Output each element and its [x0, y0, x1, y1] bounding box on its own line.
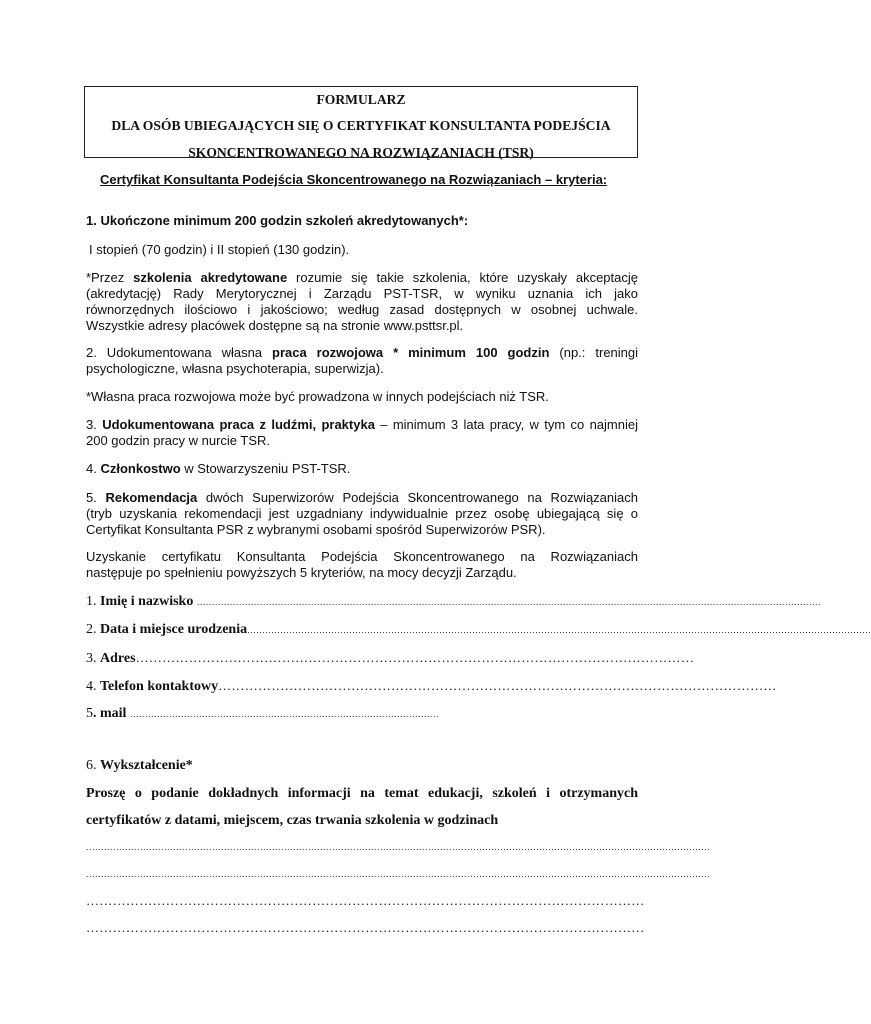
criterion-line — [86, 490, 638, 506]
criterion-bold-term: Członkostwo — [100, 461, 181, 476]
form-title-line2: DLA OSÓB UBIEGAJĄCYCH SIĘ O CERTYFIKAT KONSULTANTA PODEJŚCIA — [111, 118, 611, 133]
fill-dots: ……………………………………………………………………………………………………………… — [86, 893, 645, 908]
criterion-1-detail: I stopień (70 godzin) i II stopień (130 godzin). — [89, 242, 350, 257]
birth-field-label: Data i miejsce urodzenia — [100, 622, 248, 637]
field-number: 5 — [86, 706, 93, 721]
summary-line: Uzyskanie certyfikatu Konsultanta Podejścia Skoncentrowanego na Rozwiązaniach — [86, 549, 638, 564]
email-field[interactable] — [86, 706, 466, 722]
fill-dots: ................................................................................................................................................................................................................ — [247, 625, 871, 635]
criteria-subtitle: Certyfikat Konsultanta Podejścia Skoncentrowanego na Rozwiązaniach – kryteria: — [100, 172, 608, 187]
birth-date-place-field[interactable] — [86, 622, 871, 638]
address-field-label: Adres — [100, 651, 136, 666]
address-field[interactable] — [86, 650, 695, 667]
note-text: *Przez — [86, 270, 134, 285]
note-line — [86, 270, 638, 286]
criterion-line — [86, 345, 638, 361]
fill-dots: ……………………………………………………………………………………………………………… — [218, 678, 777, 693]
form-title-line3: SKONCENTROWANEGO NA ROZWIĄZANIACH (TSR) — [188, 145, 534, 160]
name-field-label: Imię i nazwisko — [100, 594, 194, 609]
criterion-text: 5. — [86, 490, 106, 505]
note-line: równorzędnych ilościowo i jakościowo; według zasad dostępnych w osobnej uchwale. — [86, 302, 638, 317]
criterion-text: 4. — [86, 461, 101, 476]
education-answer-line-1[interactable]: ................................................................................................................................................................................................................ — [86, 842, 711, 852]
phone-field-label: Telefon kontaktowy — [100, 679, 219, 694]
criterion-text: (np.: treningi — [549, 345, 639, 360]
criterion-text: 3. — [86, 417, 103, 432]
name-field[interactable] — [86, 594, 821, 610]
education-heading — [86, 758, 193, 774]
education-answer-line-4[interactable] — [86, 920, 645, 936]
criterion-line: (tryb uzyskania rekomendacji jest uzgadniany indywidualnie przez osobę ubiegającą się o — [86, 506, 638, 521]
fill-dots: ……………………………………………………………………………………………………………… — [135, 650, 695, 665]
field-number: 2. — [86, 622, 100, 637]
education-answer-line-2[interactable]: ................................................................................................................................................................................................................ — [86, 869, 711, 879]
email-field-label: . mail — [93, 706, 127, 721]
education-request-line1: Proszę o podanie dokładnych informacji na temat edukacji, szkoleń i otrzymanych — [86, 786, 638, 801]
self-development-note: *Własna praca rozwojowa może być prowadzona w innych podejściach niż TSR. — [86, 389, 549, 404]
criterion-5 — [86, 490, 638, 538]
criterion-line: psychologiczne, własna psychoterapia, superwizja). — [86, 361, 384, 376]
criterion-text: – minimum 3 lata pracy, w tym co najmniej — [374, 417, 638, 432]
criterion-4 — [86, 461, 350, 477]
certification-summary — [86, 549, 638, 581]
field-number: 3. — [86, 651, 100, 666]
education-heading-label: Wykształcenie* — [100, 758, 193, 773]
summary-line: następuje po spełnieniu powyższych 5 kryteriów, na mocy decyzji Zarządu. — [86, 565, 517, 580]
education-answer-line-3[interactable] — [86, 893, 645, 909]
criterion-bold-term: praca rozwojowa * minimum 100 godzin — [272, 345, 550, 360]
note-text: rozumie się takie szkolenia, które uzyskały akceptację — [287, 270, 638, 285]
accredited-training-note — [86, 270, 638, 334]
criterion-bold-term: Rekomendacja — [105, 490, 198, 505]
criterion-text: dwóch Superwizorów Podejścia Skoncentrowanego na Rozwiązaniach — [197, 490, 638, 505]
criterion-line — [86, 417, 638, 433]
fill-dots: ……………………………………………………………………………………………………………… — [86, 920, 645, 935]
education-request-line2: certyfikatów z datami, miejscem, czas trwania szkolenia w godzinach — [86, 813, 499, 828]
criterion-text: w Stowarzyszeniu PST-TSR. — [180, 461, 351, 476]
criterion-bold-term: Udokumentowana praca z ludźmi, praktyka — [102, 417, 375, 432]
criterion-line: Certyfikat Konsultanta PSR z wybranymi osobami spośród Superwizorów PSR). — [86, 522, 546, 537]
form-title-box — [84, 86, 638, 158]
fill-dots: ....................................................................................................... — [129, 709, 440, 719]
phone-field[interactable] — [86, 678, 777, 695]
note-bold-term: szkolenia akredytowane — [133, 270, 288, 285]
field-number: 1. — [86, 594, 100, 609]
criterion-text: 2. Udokumentowana własna — [86, 345, 273, 360]
note-line: (akredytację) Rady Merytorycznej i Zarządu PST-TSR, w wyniku uznania ich jako — [86, 286, 638, 301]
form-title: FORMULARZ — [316, 92, 406, 107]
criterion-1-heading: 1. Ukończone minimum 200 godzin szkoleń akredytowanych*: — [86, 213, 469, 228]
field-number: 6. — [86, 758, 100, 773]
criterion-line: 200 godzin pracy w nurcie TSR. — [86, 433, 271, 448]
fill-dots: ................................................................................................................................................................................................................ — [196, 597, 821, 607]
note-line: Wszystkie adresy placówek dostępne są na stronie www.psttsr.pl. — [86, 318, 464, 333]
criterion-2 — [86, 345, 638, 377]
field-number: 4. — [86, 679, 100, 694]
criterion-3 — [86, 417, 638, 449]
